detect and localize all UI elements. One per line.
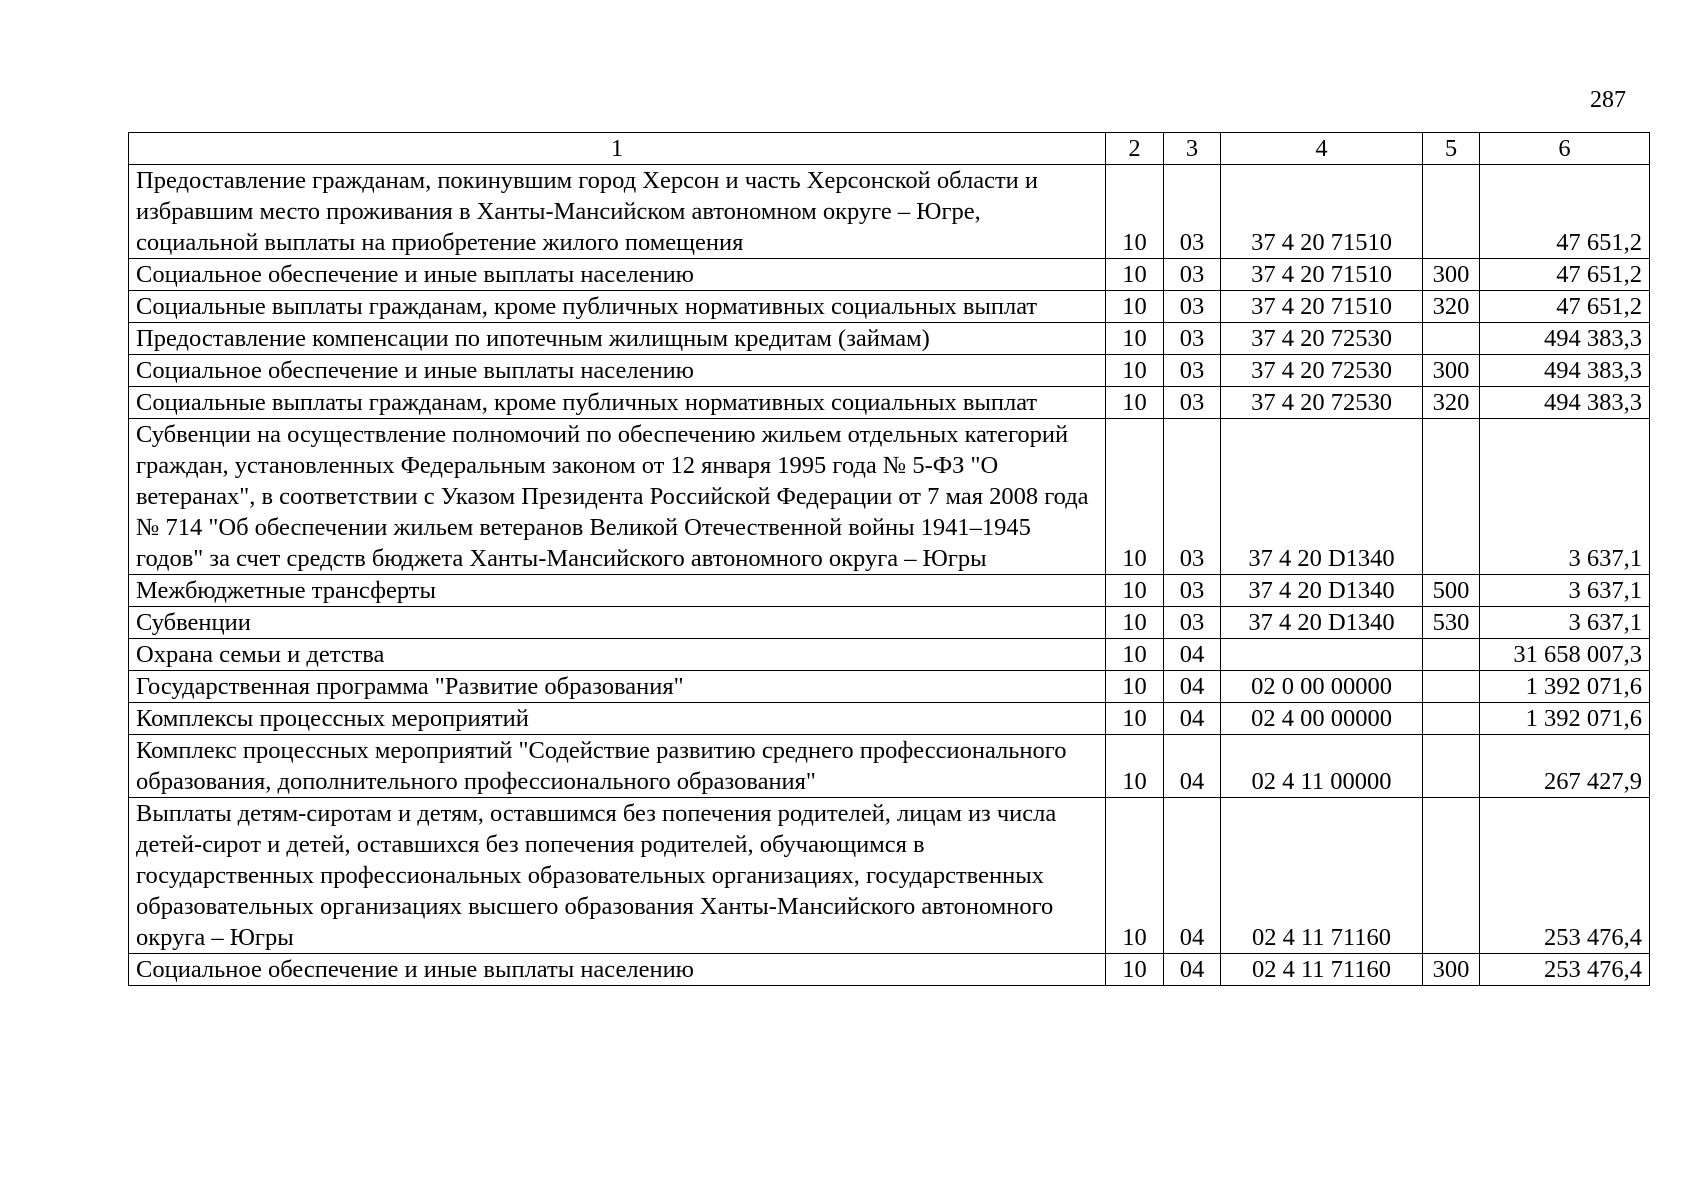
table-row	[129, 954, 1650, 986]
row-section: 10	[1106, 387, 1164, 419]
row-expense-type	[1423, 703, 1480, 735]
header-row	[129, 133, 1650, 165]
row-target-article: 37 4 20 71510	[1221, 165, 1423, 259]
row-amount: 494 383,3	[1480, 387, 1650, 419]
row-amount: 1 392 071,6	[1480, 671, 1650, 703]
row-section: 10	[1106, 355, 1164, 387]
table-row	[129, 387, 1650, 419]
budget-table	[128, 132, 1650, 986]
table-row	[129, 259, 1650, 291]
row-expense-type	[1423, 323, 1480, 355]
row-amount: 494 383,3	[1480, 323, 1650, 355]
header-col-1: 1	[129, 133, 1106, 165]
row-subsection: 04	[1164, 954, 1221, 986]
row-subsection: 03	[1164, 575, 1221, 607]
row-expense-type	[1423, 639, 1480, 671]
table-body	[129, 165, 1650, 986]
row-target-article: 02 4 11 00000	[1221, 735, 1423, 798]
table-row	[129, 419, 1650, 575]
row-name: Предоставление компенсации по ипотечным жилищным кредитам (займам)	[129, 323, 1106, 355]
page-number: 287	[1590, 87, 1626, 113]
row-amount: 3 637,1	[1480, 575, 1650, 607]
row-name: Предоставление гражданам, покинувшим город Херсон и часть Херсонской области и избравшим место проживания в Ханты-Мансийском автономном округе – Югре, социальной выплаты на приобретение жилого помещения	[129, 165, 1106, 259]
row-subsection: 03	[1164, 165, 1221, 259]
row-name: Социальные выплаты гражданам, кроме публичных нормативных социальных выплат	[129, 291, 1106, 323]
row-subsection: 03	[1164, 387, 1221, 419]
header-col-3: 3	[1164, 133, 1221, 165]
header-col-5: 5	[1423, 133, 1480, 165]
row-section: 10	[1106, 291, 1164, 323]
header-col-6: 6	[1480, 133, 1650, 165]
row-section: 10	[1106, 954, 1164, 986]
row-subsection: 03	[1164, 355, 1221, 387]
row-name: Комплексы процессных мероприятий	[129, 703, 1106, 735]
row-subsection: 03	[1164, 323, 1221, 355]
row-section: 10	[1106, 323, 1164, 355]
row-target-article: 02 4 11 71160	[1221, 954, 1423, 986]
row-target-article: 37 4 20 D1340	[1221, 607, 1423, 639]
row-subsection: 03	[1164, 607, 1221, 639]
row-target-article: 37 4 20 72530	[1221, 323, 1423, 355]
row-subsection: 04	[1164, 735, 1221, 798]
row-amount: 253 476,4	[1480, 954, 1650, 986]
row-subsection: 03	[1164, 419, 1221, 575]
table-row	[129, 575, 1650, 607]
table-row	[129, 355, 1650, 387]
row-name: Субвенции на осуществление полномочий по обеспечению жильем отдельных категорий граждан, установленных Федеральным законом от 12 января 1995 года № 5-ФЗ "О ветеранах", в соответствии с Указом Президента Российской Федерации от 7 мая 2008 года № 714 "Об обеспечении жильем ветеранов Великой Отечественной войны 1941–1945 годов" за счет средств бюджета Ханты-Мансийского автономного округа – Югры	[129, 419, 1106, 575]
row-target-article	[1221, 639, 1423, 671]
table-header	[129, 133, 1650, 165]
row-amount: 31 658 007,3	[1480, 639, 1650, 671]
table-row	[129, 798, 1650, 954]
row-target-article: 02 0 00 00000	[1221, 671, 1423, 703]
row-expense-type: 300	[1423, 259, 1480, 291]
row-name: Социальное обеспечение и иные выплаты населению	[129, 355, 1106, 387]
row-expense-type	[1423, 419, 1480, 575]
row-target-article: 37 4 20 D1340	[1221, 575, 1423, 607]
row-subsection: 04	[1164, 798, 1221, 954]
header-col-2: 2	[1106, 133, 1164, 165]
row-target-article: 37 4 20 D1340	[1221, 419, 1423, 575]
row-section: 10	[1106, 607, 1164, 639]
row-section: 10	[1106, 639, 1164, 671]
row-target-article: 37 4 20 72530	[1221, 355, 1423, 387]
row-target-article: 37 4 20 72530	[1221, 387, 1423, 419]
table-row	[129, 165, 1650, 259]
row-name: Комплекс процессных мероприятий "Содействие развитию среднего профессионального образования, дополнительного профессионального образования"	[129, 735, 1106, 798]
row-name: Охрана семьи и детства	[129, 639, 1106, 671]
row-name: Государственная программа "Развитие образования"	[129, 671, 1106, 703]
row-target-article: 02 4 11 71160	[1221, 798, 1423, 954]
row-expense-type	[1423, 165, 1480, 259]
row-amount: 1 392 071,6	[1480, 703, 1650, 735]
row-section: 10	[1106, 165, 1164, 259]
row-subsection: 04	[1164, 703, 1221, 735]
row-expense-type: 320	[1423, 291, 1480, 323]
row-name: Социальное обеспечение и иные выплаты населению	[129, 259, 1106, 291]
table-row	[129, 671, 1650, 703]
row-amount: 47 651,2	[1480, 291, 1650, 323]
row-amount: 253 476,4	[1480, 798, 1650, 954]
row-section: 10	[1106, 419, 1164, 575]
table-row	[129, 607, 1650, 639]
row-expense-type: 300	[1423, 954, 1480, 986]
row-expense-type	[1423, 798, 1480, 954]
table-row	[129, 323, 1650, 355]
row-section: 10	[1106, 703, 1164, 735]
row-section: 10	[1106, 259, 1164, 291]
row-expense-type: 300	[1423, 355, 1480, 387]
row-subsection: 04	[1164, 671, 1221, 703]
row-target-article: 02 4 00 00000	[1221, 703, 1423, 735]
row-subsection: 03	[1164, 291, 1221, 323]
row-expense-type: 500	[1423, 575, 1480, 607]
row-expense-type	[1423, 735, 1480, 798]
table-row	[129, 735, 1650, 798]
row-section: 10	[1106, 798, 1164, 954]
row-name: Социальные выплаты гражданам, кроме публичных нормативных социальных выплат	[129, 387, 1106, 419]
row-amount: 494 383,3	[1480, 355, 1650, 387]
row-amount: 267 427,9	[1480, 735, 1650, 798]
row-subsection: 03	[1164, 259, 1221, 291]
row-name: Социальное обеспечение и иные выплаты населению	[129, 954, 1106, 986]
row-amount: 47 651,2	[1480, 259, 1650, 291]
table-row	[129, 703, 1650, 735]
row-section: 10	[1106, 735, 1164, 798]
row-section: 10	[1106, 671, 1164, 703]
row-expense-type: 530	[1423, 607, 1480, 639]
row-expense-type	[1423, 671, 1480, 703]
row-target-article: 37 4 20 71510	[1221, 259, 1423, 291]
row-section: 10	[1106, 575, 1164, 607]
table-row	[129, 639, 1650, 671]
row-expense-type: 320	[1423, 387, 1480, 419]
table-row	[129, 291, 1650, 323]
row-target-article: 37 4 20 71510	[1221, 291, 1423, 323]
header-col-4: 4	[1221, 133, 1423, 165]
row-amount: 3 637,1	[1480, 607, 1650, 639]
row-amount: 47 651,2	[1480, 165, 1650, 259]
row-name: Субвенции	[129, 607, 1106, 639]
row-amount: 3 637,1	[1480, 419, 1650, 575]
row-subsection: 04	[1164, 639, 1221, 671]
row-name: Выплаты детям-сиротам и детям, оставшимся без попечения родителей, лицам из числа детей-сирот и детей, оставшихся без попечения родителей, обучающимся в государственных профессиональных образовательных организациях, государственных образовательных организациях высшего образования Ханты-Мансийского автономного округа – Югры	[129, 798, 1106, 954]
row-name: Межбюджетные трансферты	[129, 575, 1106, 607]
